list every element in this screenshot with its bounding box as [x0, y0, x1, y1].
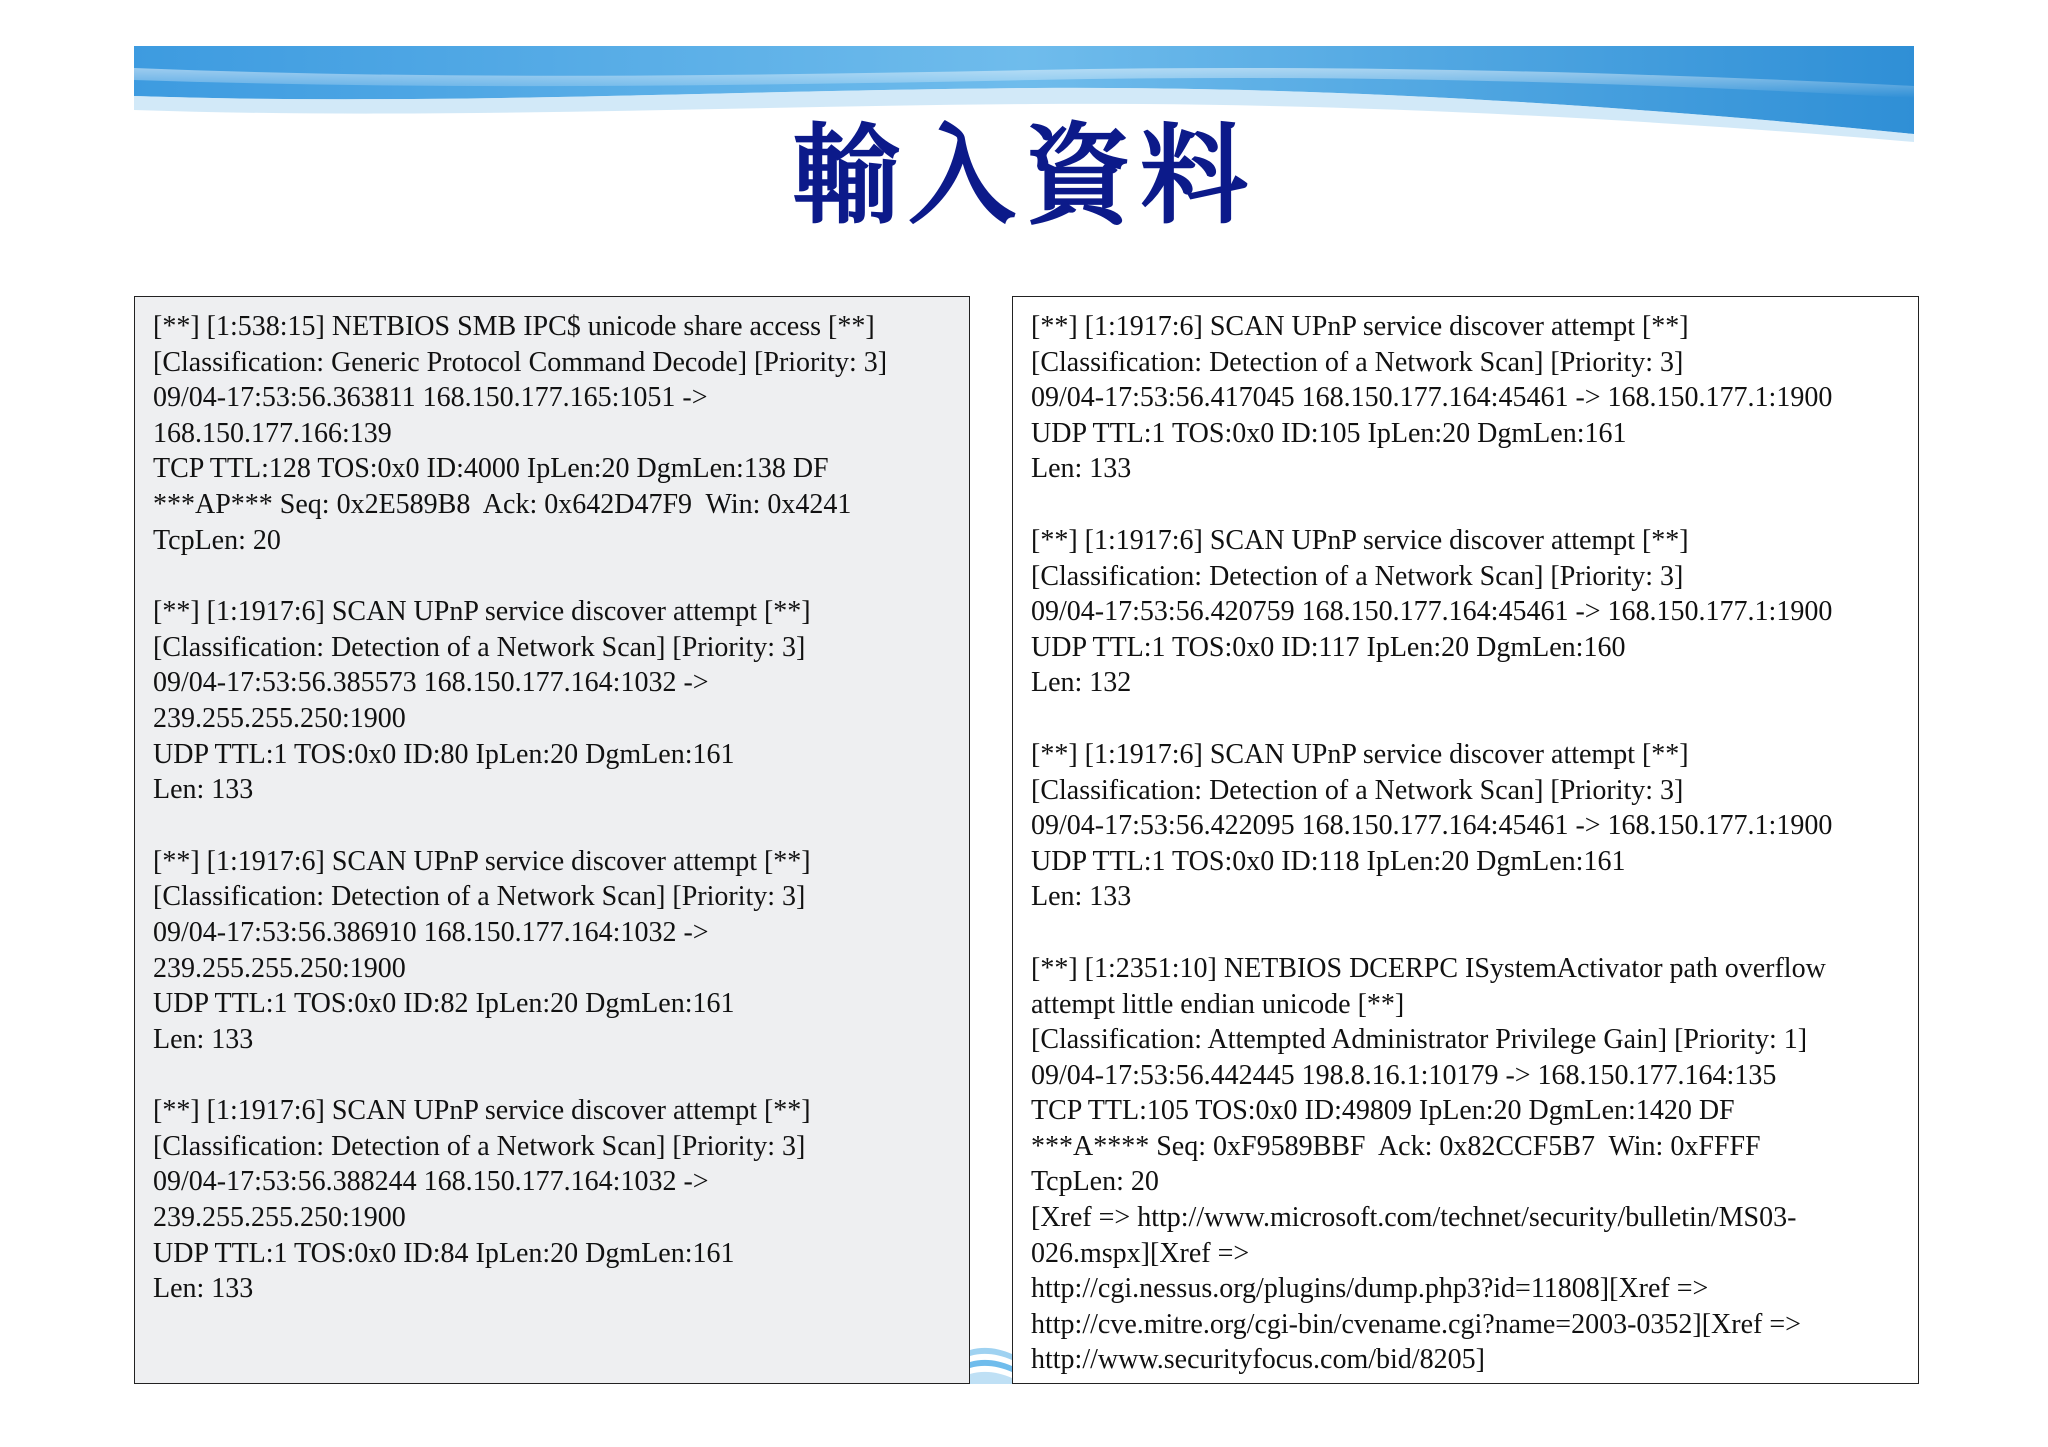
log-line: 09/04-17:53:56.442445 198.8.16.1:10179 -> 168.150.177.164:135	[1031, 1059, 1777, 1091]
log-line: [Classification: Detection of a Network Scan] [Priority: 3]	[1031, 346, 1684, 378]
log-line: [**] [1:1917:6] SCAN UPnP service discover attempt [**]	[153, 845, 811, 877]
log-entry	[1031, 737, 1900, 915]
log-line: TCP TTL:105 TOS:0x0 ID:49809 IpLen:20 DgmLen:1420 DF	[1031, 1095, 1735, 1127]
log-line: 09/04-17:53:56.386910 168.150.177.164:1032 ->	[153, 916, 709, 948]
log-line: Len: 133	[153, 774, 254, 806]
log-entry	[153, 1093, 951, 1307]
log-line: 09/04-17:53:56.422095 168.150.177.164:45461 -> 168.150.177.1:1900	[1031, 810, 1833, 842]
xref-link[interactable]: http://www.securityfocus.com/bid/8205]	[1031, 1344, 1485, 1376]
decorative-wave-fragment	[970, 1340, 1012, 1384]
xref-link[interactable]: http://cgi.nessus.org/plugins/dump.php3?id=11808][Xref =>	[1031, 1273, 1709, 1305]
log-entry	[153, 309, 951, 558]
log-line: Len: 133	[153, 1023, 254, 1055]
log-line: [**] [1:1917:6] SCAN UPnP service discover attempt [**]	[1031, 738, 1689, 770]
log-entry	[153, 844, 951, 1058]
xref-link[interactable]: [Xref => http://www.microsoft.com/technet/security/bulletin/MS03-	[1031, 1202, 1797, 1234]
log-line: Len: 133	[153, 1273, 254, 1305]
log-line: 09/04-17:53:56.388244 168.150.177.164:1032 ->	[153, 1166, 709, 1198]
log-line: [Classification: Detection of a Network Scan] [Priority: 3]	[153, 881, 806, 913]
log-line: [Classification: Detection of a Network Scan] [Priority: 3]	[153, 631, 806, 663]
log-line: [**] [1:1917:6] SCAN UPnP service discover attempt [**]	[153, 596, 811, 628]
log-line: TCP TTL:128 TOS:0x0 ID:4000 IpLen:20 DgmLen:138 DF	[153, 453, 829, 485]
log-line: UDP TTL:1 TOS:0x0 ID:105 IpLen:20 DgmLen:161	[1031, 417, 1627, 449]
log-line: [Classification: Attempted Administrator Privilege Gain] [Priority: 1]	[1031, 1024, 1808, 1056]
log-line: [Classification: Detection of a Network Scan] [Priority: 3]	[153, 1130, 806, 1162]
log-line: [**] [1:538:15] NETBIOS SMB IPC$ unicode share access [**]	[153, 311, 875, 342]
log-line: Len: 133	[1031, 881, 1132, 913]
log-line: 239.255.255.250:1900	[153, 1202, 406, 1234]
log-line: [Classification: Generic Protocol Command Decode] [Priority: 3]	[153, 346, 888, 378]
log-line: Len: 132	[1031, 667, 1132, 699]
log-entry	[1031, 523, 1900, 701]
log-line: TcpLen: 20	[153, 524, 281, 556]
log-line: UDP TTL:1 TOS:0x0 ID:118 IpLen:20 DgmLen:161	[1031, 845, 1626, 877]
log-line: 09/04-17:53:56.385573 168.150.177.164:1032 ->	[153, 667, 709, 699]
log-line: [**] [1:1917:6] SCAN UPnP service discover attempt [**]	[1031, 524, 1689, 556]
log-line: attempt little endian unicode [**]	[1031, 988, 1405, 1020]
log-line: UDP TTL:1 TOS:0x0 ID:82 IpLen:20 DgmLen:161	[153, 988, 735, 1020]
log-line: ***AP*** Seq: 0x2E589B8 Ack: 0x642D47F9 Win: 0x4241	[153, 488, 852, 520]
xref-link[interactable]: http://cve.mitre.org/cgi-bin/cvename.cgi?name=2003-0352][Xref =>	[1031, 1308, 1801, 1340]
log-line: [**] [1:1917:6] SCAN UPnP service discover attempt [**]	[1031, 311, 1689, 342]
log-line: 239.255.255.250:1900	[153, 952, 406, 984]
log-line: [**] [1:1917:6] SCAN UPnP service discover attempt [**]	[153, 1095, 811, 1127]
log-line: 09/04-17:53:56.363811 168.150.177.165:1051 ->	[153, 382, 708, 414]
log-entry	[153, 594, 951, 808]
slide-title: 輸入資料	[791, 114, 1256, 239]
log-line: 168.150.177.166:139	[153, 417, 392, 449]
log-line: 09/04-17:53:56.417045 168.150.177.164:45461 -> 168.150.177.1:1900	[1031, 382, 1833, 414]
log-line: UDP TTL:1 TOS:0x0 ID:80 IpLen:20 DgmLen:161	[153, 738, 735, 770]
left-log-panel	[134, 296, 970, 1384]
log-entry	[1031, 951, 1900, 1378]
log-line: UDP TTL:1 TOS:0x0 ID:117 IpLen:20 DgmLen:160	[1031, 631, 1626, 663]
log-line: 09/04-17:53:56.420759 168.150.177.164:45461 -> 168.150.177.1:1900	[1031, 596, 1833, 628]
log-line: Len: 133	[1031, 453, 1132, 485]
right-log-panel	[1012, 296, 1919, 1384]
log-line: [**] [1:2351:10] NETBIOS DCERPC ISystemActivator path overflow	[1031, 952, 1826, 984]
xref-link[interactable]: 026.mspx][Xref =>	[1031, 1237, 1250, 1269]
log-line: [Classification: Detection of a Network Scan] [Priority: 3]	[1031, 774, 1684, 806]
log-line: [Classification: Detection of a Network Scan] [Priority: 3]	[1031, 560, 1684, 592]
log-line: ***A**** Seq: 0xF9589BBF Ack: 0x82CCF5B7 Win: 0xFFFF	[1031, 1130, 1761, 1162]
log-line: UDP TTL:1 TOS:0x0 ID:84 IpLen:20 DgmLen:161	[153, 1237, 735, 1269]
log-line: TcpLen: 20	[1031, 1166, 1159, 1198]
log-line: 239.255.255.250:1900	[153, 702, 406, 734]
log-entry	[1031, 309, 1900, 487]
